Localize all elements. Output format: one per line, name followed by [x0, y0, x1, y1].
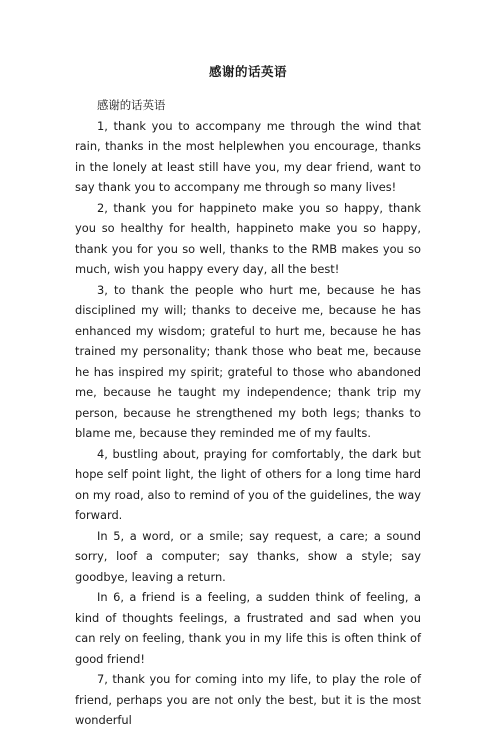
paragraph-7: 7, thank you for coming into my life, to play the role of friend, perhaps you are not only the best, but it is the most wonderful — [75, 672, 421, 727]
paragraph-3: 3, to thank the people who hurt me, because he has disciplined my will; thanks to deceive me, because he has enhanced my wisdom; grateful to hurt me, because he has trained my personality; thank those who beat me, because he has inspired my spirit; grateful to those who abandoned me, because he taught my independence; thank trip my person, because he strengthened my both legs; thanks to blame me, because they reminded me of my faults. — [75, 282, 421, 440]
paragraph-1: 1, thank you to accompany me through the wind that rain, thanks in the most helplewhen you encourage, thanks in the lonely at least still have you, my dear friend, want to say thank you to accompany me through so many lives! — [75, 118, 421, 194]
document-title: 感谢的话英语 — [208, 64, 287, 79]
paragraph-6: In 6, a friend is a feeling, a sudden think of feeling, a kind of thoughts feelings, a frustrated and sad when you can rely on feeling, thank you in my life this is often think of good friend! — [75, 590, 421, 666]
paragraph-4: 4, bustling about, praying for comfortably, the dark but hope self point light, the light of others for a long time hard on my road, also to remind of you of the guidelines, the way forward. — [75, 446, 421, 522]
paragraph-5: In 5, a word, or a smile; say request, a care; a sound sorry, loof a computer; say thanks, show a style; say goodbye, leaving a return. — [75, 528, 421, 584]
document-body — [75, 95, 421, 731]
document-subtitle: 感谢的话英语 — [97, 98, 166, 112]
paragraph-2: 2, thank you for happineto make you so happy, thank you so healthy for health, happineto make you so happy, thank you for you so well, thanks to the RMB makes you so much, wish you happy every day, all the best! — [75, 200, 421, 276]
